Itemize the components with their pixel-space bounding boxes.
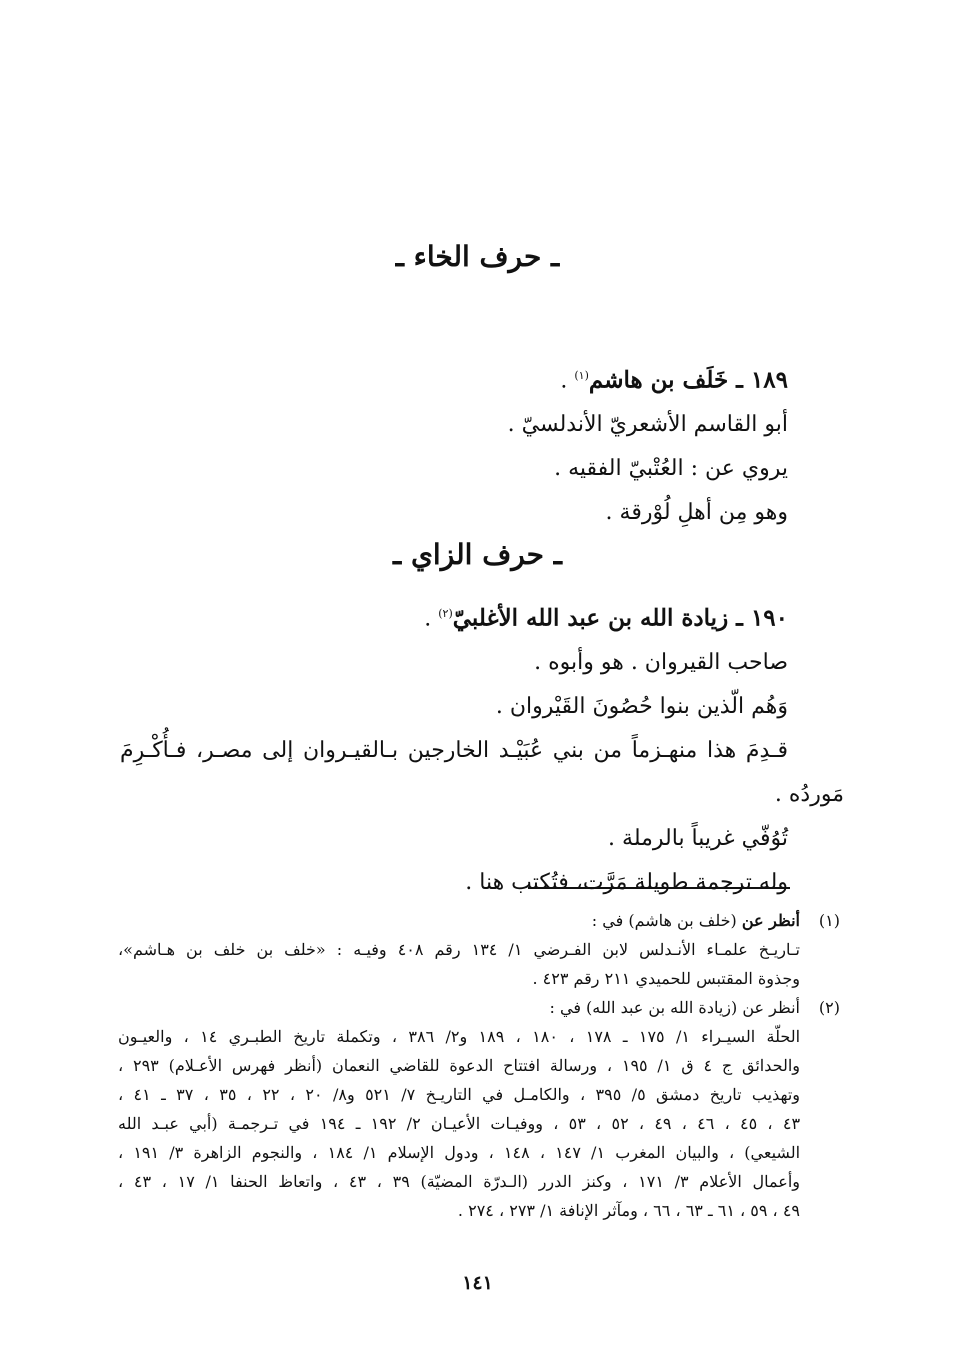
footnote-line: ٤٩ ، ٥٩ ، ٦١ ـ ٦٣ ، ٦٦ ، ومآثر الإنافة ١/ ٢٧٣ ، ٢٧٤ . [457,1201,800,1220]
footnote-separator [528,887,790,889]
entry-line: صاحب القيروان . هو وأبوه . [534,650,788,676]
footnote-lead-line [118,906,800,935]
entry-title-line [120,592,788,641]
footnote-lead: أنظر عن [741,911,800,930]
entry-line: وَهُم الّذين بنوا حُصُونَ القَيْروان . [495,694,788,720]
entry-line: أبو القاسم الأشعريّ الأندلسيّ . [507,412,788,438]
entry-line: قـدِمَ هذا منهـزماً من بني عُبَيْـد الخارجين بـالقيـروان إلى مصـر، فـأُكْـرِمَ [120,738,788,764]
entry-title: ١٨٩ ـ خَلَف بن هاشم [588,366,788,394]
footnote-ref: (٢) [438,607,453,620]
title-end: . [560,368,568,394]
entry-title: ١٩٠ ـ زيادة الله بن عبد الله الأغلبيّ [452,604,788,632]
footnote-line: وأعمال الأعلام ٣/ ١٧١ ، وكنز الدرر (الـدرّة المضيّة) ٣٩ ، ٤٣ ، واتعاظ الحنفا ١/ ١٧ ، ٤٣ ، [118,1172,801,1191]
footnote-line: تـاريـخ علمـاء الأنـدلس لابن الفـرضي ١/ ١٣٤ رقم ٤٠٨ وفيـه : «خلف بن خلف بن هـاشم»، [118,940,800,959]
footnote-line: الشيعي) ، والبيان المغرب ١/ ١٤٧ ، ١٤٨ ، ودول الإسلام ١/ ١٨٤ ، والنجوم الزاهرة ٣/ ١٩١ ، [118,1143,801,1162]
footnote-line: وتهذيب تاريخ دمشق ٥/ ٣٩٥ ، والكامـل في التاريـخ ٧/ ٥٢١ و٨/ ٢٠ ، ٢٢ ، ٣٥ ، ٣٧ ـ ٤١ ، [118,1085,801,1104]
footnote-line: ٤٣ ، ٤٥ ، ٤٦ ، ٤٩ ، ٥٢ ، ٥٣ ، ووفيـات الأعيـان ٢/ ١٩٢ ـ ١٩٤ في تـرجمـة (أبي عبـد الله [118,1114,801,1133]
footnote-lead-line [118,993,800,1022]
footnote-line: الحلّة السيـراء ١/ ١٧٥ ـ ١٧٨ ، ١٨٠ ، ١٨٩ و٢/ ٣٨٦ ، وتكملة تاريخ الطبـري ١٤ ، والعيـون [118,1027,801,1046]
footnote-line: والحدائق ج ٤ ق ١/ ١٩٥ ، ورسالة افتتاح الدعوة للقاضي النعمان (أنظر فهرس الأعـلام) ٢٩٣ ، [118,1056,801,1075]
footnote-number: (١) [818,911,840,930]
footnote-line: وجذوة المقتبس للحميدي ٢١١ رقم ٤٢٣ . [532,969,800,988]
entry-line-overhang: مَوردُه . [774,782,844,808]
entry-189 [120,354,788,535]
entry-line: يروي عن : العُتْبيّ الفقيه . [554,456,788,482]
footnote-number: (٢) [818,998,840,1017]
title-end: . [424,606,432,632]
entry-line: تُوُفّي غريباً بالرملة . [608,826,788,852]
footnote-lead-rest: (خلف بن هاشم) في : [591,911,737,930]
entry-title-line [120,354,788,403]
footnote-2 [118,993,840,1225]
section-heading-kha: ـ حرف الخاء ـ [395,240,560,273]
entry-line: وهو مِن أهلِ لُوْرقة . [605,500,788,526]
footnote-lead: أنظر عن [742,998,800,1017]
footnote-1 [118,906,840,993]
section-heading-zay: ـ حرف الزاي ـ [393,538,562,571]
footnotes [118,906,840,1225]
footnote-ref: (١) [574,369,589,382]
footnote-lead-rest: (زيادة الله بن عبد الله) في : [549,998,738,1017]
page-number: ١٤١ [462,1272,493,1294]
entry-190 [120,592,844,905]
entry-line: وله ترجمة طويلة مَرَّت، فتُكتب هنا . [465,870,788,896]
